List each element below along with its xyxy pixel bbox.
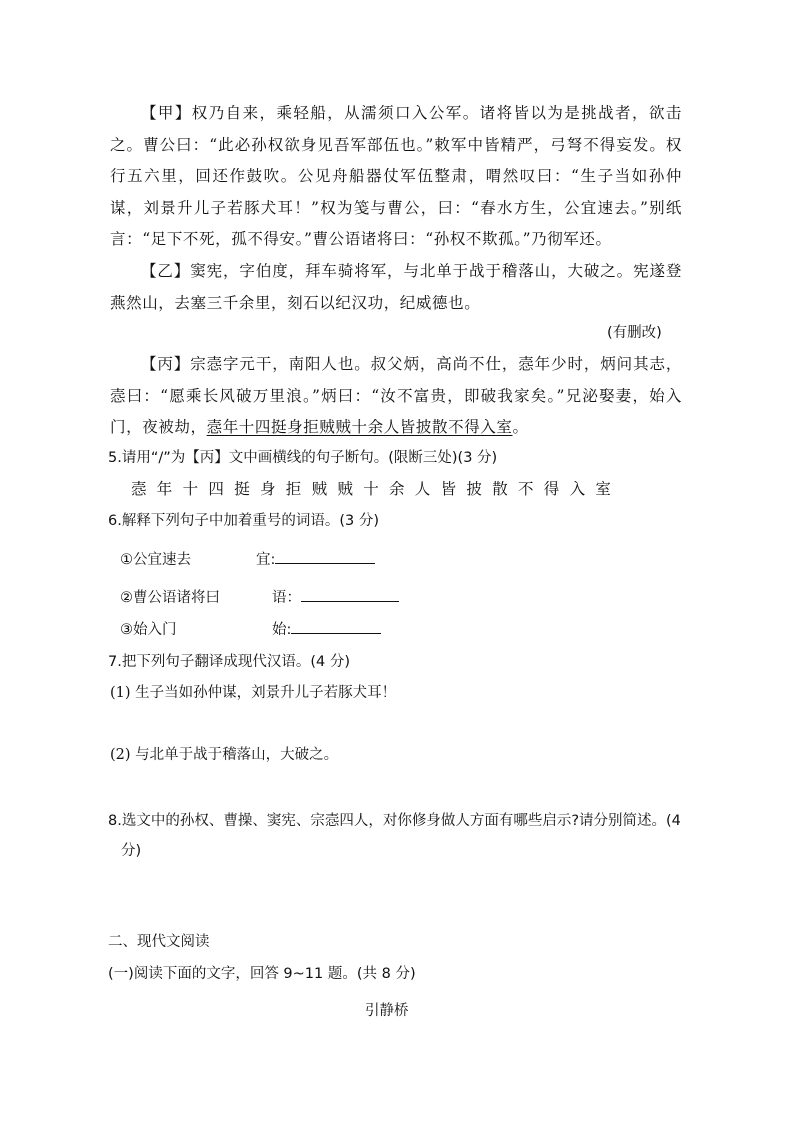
q6-item-word: 宜: bbox=[256, 552, 276, 568]
q6-item-sentence: ③始入门 bbox=[120, 622, 177, 638]
q7-item: (2) 与北单于战于稽落山，大破之。 bbox=[110, 747, 339, 763]
passage-bing-underlined: 悫年十四挺身拒贼贼十余人皆披散不得入室 bbox=[206, 418, 513, 436]
section-2-subtitle: (一)阅读下面的文字，回答 9~11 题。(共 8 分) bbox=[108, 966, 416, 982]
q6-item-answer bbox=[272, 618, 381, 639]
article-title: 引静桥 bbox=[365, 1003, 409, 1019]
q6-item bbox=[120, 548, 191, 569]
answer-blank[interactable] bbox=[301, 587, 399, 602]
section-2-title: 二、现代文阅读 bbox=[108, 934, 210, 950]
question-5-sentence: 悫年十四挺身拒贼贼十余人皆披散不得入室 bbox=[131, 480, 622, 498]
q6-item bbox=[120, 618, 177, 639]
answer-blank[interactable] bbox=[275, 549, 375, 564]
question-5: 5.请用“/”为【丙】文中画横线的句子断句。(限断三处)(3 分) bbox=[108, 450, 498, 466]
q6-item-word: 语： bbox=[272, 590, 301, 606]
question-6: 6.解释下列句子中加着重号的词语。(3 分) bbox=[108, 513, 379, 529]
question-7: 7.把下列句子翻译成现代汉语。(4 分) bbox=[108, 654, 350, 670]
passage-bing-text: 【丙】宗悫字元干，南阳人也。叔父炳，高尚不仕，悫年少时，炳问其志，悫曰：“愿乘长风破万里浪。”炳曰：“汝不富贵，即破我家矣。”兄泌娶妻，始入门，夜被劫， bbox=[110, 355, 682, 436]
answer-blank[interactable] bbox=[291, 619, 381, 634]
passage-bing bbox=[110, 349, 682, 444]
passage-jia: 【甲】权乃自来，乘轻船，从濡须口入公军。诸将皆以为是挑战者，欲击之。曹公曰：“此必孙权欲身见吾军部伍也。”敕军中皆精严，弓弩不得妄发。权行五六里，回还作鼓吹。公见舟船器仗军伍整肃，喟然叹曰：“生子当如孙仲谋，刘景升儿子若豚犬耳！”权为笺与曹公，曰：“春水方生，公宜速去。”别纸言：“足下不死，孤不得安。”曹公语诸将曰：“孙权不欺孤。”乃彻军还。 bbox=[110, 104, 682, 248]
passage-bing-end: 。 bbox=[512, 418, 529, 436]
edit-note: (有删改) bbox=[607, 325, 662, 341]
q6-item-sentence: ②曹公语诸将曰 bbox=[120, 590, 220, 606]
q6-item-sentence: ①公宜速去 bbox=[120, 552, 191, 568]
q7-item: (1) 生子当如孙仲谋，刘景升儿子若豚犬耳！ bbox=[110, 685, 397, 701]
question-8 bbox=[108, 806, 684, 866]
question-8-text: 8.选文中的孙权、曹操、窦宪、宗悫四人，对你修身做人方面有哪些启示?请分别简述。(4 分) bbox=[108, 813, 681, 859]
q6-item-answer bbox=[256, 548, 375, 569]
q6-item-answer bbox=[272, 586, 399, 607]
q6-item bbox=[120, 586, 220, 607]
q6-item-word: 始: bbox=[272, 622, 292, 638]
passage-yi: 【乙】窦宪，字伯度，拜车骑将军，与北单于战于稽落山，大破之。宪遂登燕然山，去塞三千余里，刻石以纪汉功，纪威德也。 bbox=[110, 262, 682, 312]
